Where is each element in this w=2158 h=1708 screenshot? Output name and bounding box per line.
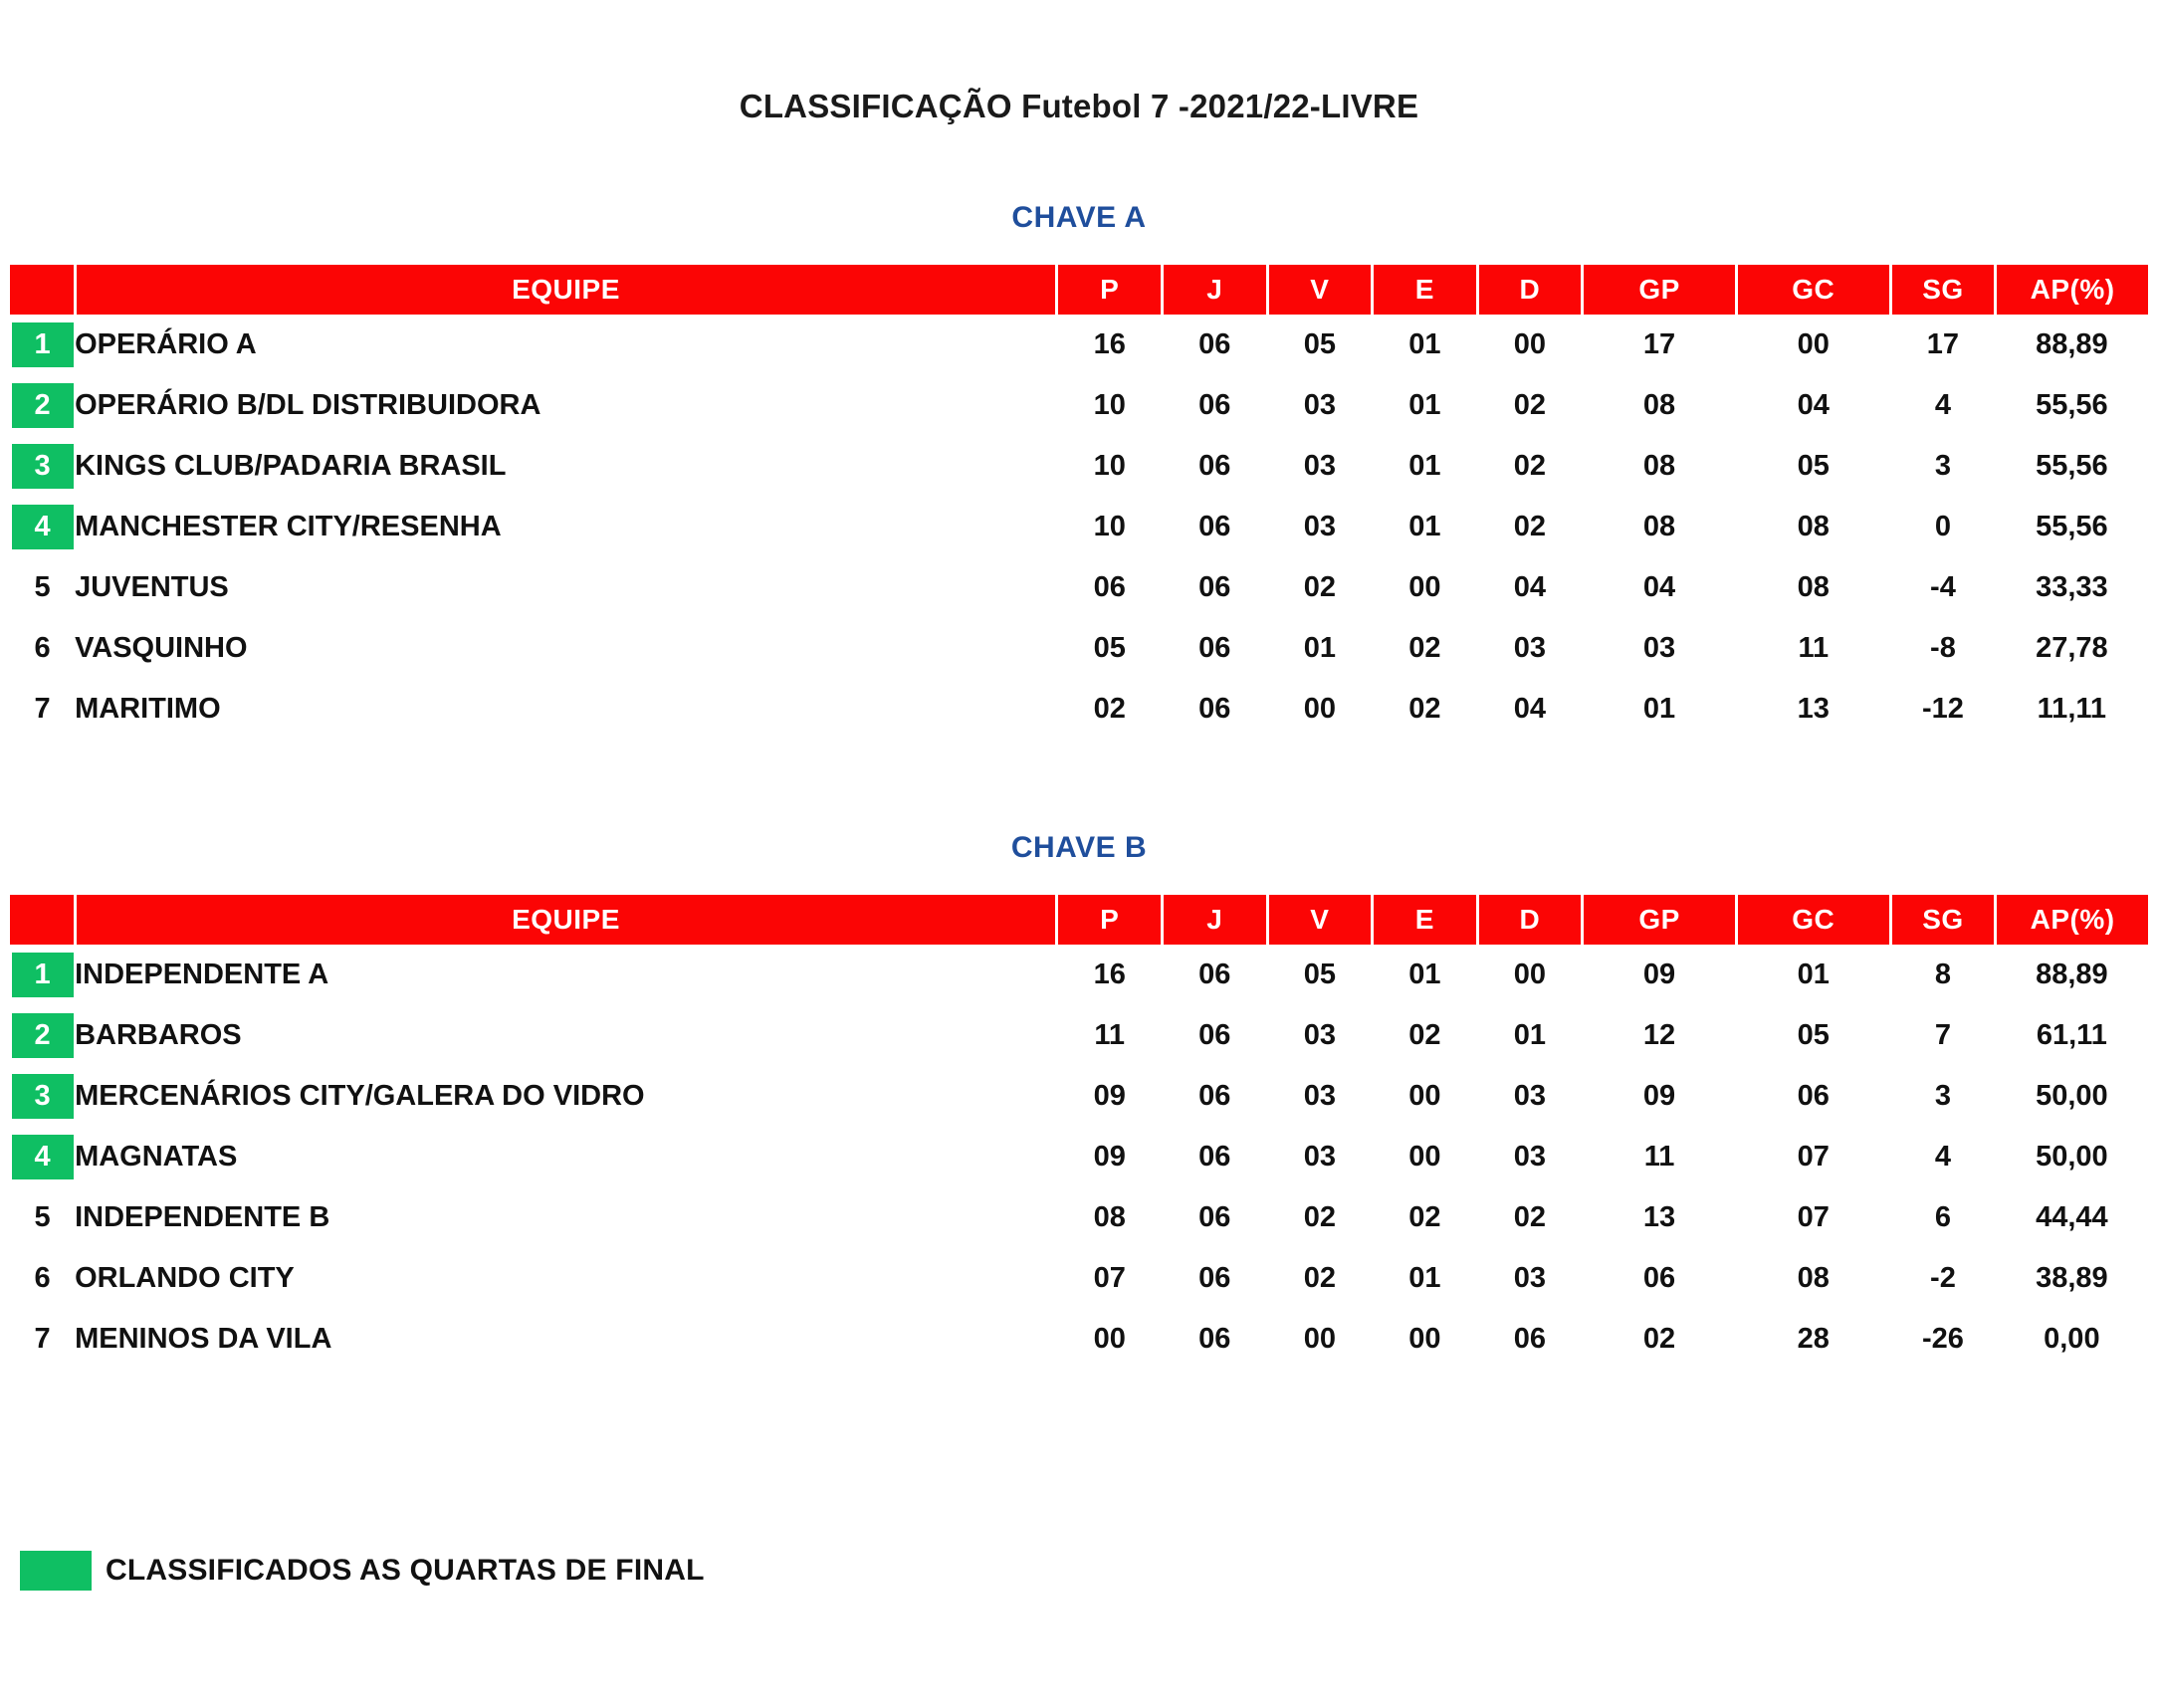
position-badge: 1 <box>12 953 74 997</box>
wins: 03 <box>1303 1080 1336 1112</box>
legend <box>20 1551 705 1591</box>
wins: 00 <box>1303 1323 1336 1355</box>
played: 06 <box>1198 1019 1231 1051</box>
standings-table-group-a <box>10 265 2148 740</box>
played: 06 <box>1198 1262 1231 1294</box>
points: 11 <box>1094 1019 1126 1051</box>
table-row <box>10 618 2148 679</box>
row-position <box>10 679 75 740</box>
goals-for: 12 <box>1642 1019 1676 1051</box>
draws: 02 <box>1408 1201 1441 1233</box>
team-name: BARBAROS <box>75 1019 242 1051</box>
draws: 00 <box>1408 1080 1441 1112</box>
performance-percent: 55,56 <box>2036 389 2108 421</box>
position-badge: 4 <box>12 1135 74 1179</box>
performance-percent: 88,89 <box>2036 959 2108 990</box>
team-name: INDEPENDENTE A <box>75 959 329 990</box>
draws: 00 <box>1408 1141 1441 1173</box>
performance-percent: 33,33 <box>2036 571 2108 603</box>
legend-label: CLASSIFICADOS AS QUARTAS DE FINAL <box>106 1554 705 1587</box>
column-header-p: P <box>1057 265 1163 315</box>
performance-percent: 55,56 <box>2036 450 2108 482</box>
position-badge: 5 <box>34 1201 51 1233</box>
draws: 01 <box>1408 328 1441 360</box>
goals-against: 08 <box>1797 1262 1830 1294</box>
goals-against: 08 <box>1797 511 1830 542</box>
wins: 01 <box>1303 632 1336 664</box>
row-position <box>10 497 75 557</box>
position-badge: 7 <box>34 693 51 725</box>
played: 06 <box>1198 511 1231 542</box>
team-name: MANCHESTER CITY/RESENHA <box>75 511 502 542</box>
goals-against: 08 <box>1797 571 1830 603</box>
wins: 03 <box>1303 1141 1336 1173</box>
column-header-e: E <box>1373 265 1478 315</box>
position-badge: 6 <box>34 1262 51 1294</box>
page-title: CLASSIFICAÇÃO Futebol 7 -2021/22-LIVRE <box>739 88 1419 124</box>
table-row <box>10 679 2148 740</box>
goals-for: 08 <box>1642 389 1676 421</box>
points: 09 <box>1093 1080 1126 1112</box>
losses: 03 <box>1513 1141 1547 1173</box>
played: 06 <box>1198 571 1231 603</box>
goals-against: 05 <box>1797 1019 1830 1051</box>
performance-percent: 61,11 <box>2036 1019 2107 1051</box>
wins: 03 <box>1303 1019 1336 1051</box>
goals-against: 07 <box>1797 1201 1830 1233</box>
position-badge: 2 <box>12 1013 74 1058</box>
draws: 00 <box>1408 571 1441 603</box>
losses: 02 <box>1513 389 1547 421</box>
performance-percent: 38,89 <box>2036 1262 2108 1294</box>
position-badge: 1 <box>12 322 74 367</box>
played: 06 <box>1198 450 1231 482</box>
column-header-gp: GP <box>1583 895 1737 945</box>
row-position <box>10 618 75 679</box>
losses: 03 <box>1513 1080 1547 1112</box>
performance-percent: 0,00 <box>2044 1323 2100 1355</box>
goal-difference: 7 <box>1934 1019 1951 1051</box>
column-header-team: EQUIPE <box>75 265 1057 315</box>
row-position <box>10 1248 75 1309</box>
losses: 02 <box>1513 511 1547 542</box>
column-header-d: D <box>1477 265 1583 315</box>
played: 06 <box>1198 1080 1231 1112</box>
goals-for: 08 <box>1642 450 1676 482</box>
position-badge: 7 <box>34 1323 51 1355</box>
goals-for: 02 <box>1642 1323 1676 1355</box>
goal-difference: -8 <box>1930 632 1956 664</box>
played: 06 <box>1198 959 1231 990</box>
played: 06 <box>1198 389 1231 421</box>
goals-against: 13 <box>1797 693 1830 725</box>
position-badge: 2 <box>12 383 74 428</box>
draws: 02 <box>1408 693 1441 725</box>
points: 07 <box>1093 1262 1126 1294</box>
column-header-sg: SG <box>1890 265 1996 315</box>
table-body-group-b <box>10 945 2148 1370</box>
table-row <box>10 436 2148 497</box>
goal-difference: 17 <box>1926 328 1960 360</box>
goals-against: 06 <box>1797 1080 1830 1112</box>
column-header-v: V <box>1267 265 1373 315</box>
column-header-gc: GC <box>1736 265 1890 315</box>
goals-against: 00 <box>1797 328 1830 360</box>
team-name: MENINOS DA VILA <box>75 1323 332 1355</box>
goals-for: 11 <box>1643 1141 1675 1173</box>
row-position <box>10 1066 75 1127</box>
wins: 02 <box>1303 571 1336 603</box>
goal-difference: -4 <box>1930 571 1956 603</box>
table-row <box>10 945 2148 1005</box>
table-row <box>10 375 2148 436</box>
played: 06 <box>1198 1323 1231 1355</box>
goals-for: 08 <box>1642 511 1676 542</box>
goals-against: 04 <box>1797 389 1830 421</box>
goals-for: 17 <box>1642 328 1676 360</box>
column-header-position <box>10 895 75 945</box>
goal-difference: 3 <box>1934 1080 1951 1112</box>
table-header-group-b <box>10 895 2148 945</box>
table-row <box>10 557 2148 618</box>
performance-percent: 50,00 <box>2036 1141 2108 1173</box>
table-row <box>10 315 2148 375</box>
table-body-group-a <box>10 315 2148 740</box>
column-header-gp: GP <box>1583 265 1737 315</box>
points: 10 <box>1093 450 1126 482</box>
performance-percent: 88,89 <box>2036 328 2108 360</box>
position-badge: 4 <box>12 505 74 549</box>
draws: 02 <box>1408 632 1441 664</box>
goal-difference: 6 <box>1934 1201 1951 1233</box>
losses: 02 <box>1513 450 1547 482</box>
table-row <box>10 1066 2148 1127</box>
goals-for: 01 <box>1642 693 1676 725</box>
performance-percent: 44,44 <box>2036 1201 2108 1233</box>
table-row <box>10 497 2148 557</box>
column-header-ap: AP(%) <box>1996 265 2148 315</box>
points: 10 <box>1093 389 1126 421</box>
team-name: KINGS CLUB/PADARIA BRASIL <box>75 450 507 482</box>
team-name: MERCENÁRIOS CITY/GALERA DO VIDRO <box>75 1080 645 1112</box>
team-name: JUVENTUS <box>75 571 229 603</box>
points: 08 <box>1093 1201 1126 1233</box>
row-position <box>10 1187 75 1248</box>
team-name: INDEPENDENTE B <box>75 1201 330 1233</box>
losses: 03 <box>1513 632 1547 664</box>
goal-difference: 0 <box>1934 511 1951 542</box>
team-name: MAGNATAS <box>75 1141 238 1173</box>
goal-difference: -2 <box>1930 1262 1956 1294</box>
draws: 01 <box>1408 1262 1441 1294</box>
played: 06 <box>1198 1141 1231 1173</box>
position-badge: 5 <box>34 571 51 603</box>
table-row <box>10 1248 2148 1309</box>
draws: 02 <box>1408 1019 1441 1051</box>
column-header-v: V <box>1267 895 1373 945</box>
row-position <box>10 557 75 618</box>
performance-percent: 27,78 <box>2036 632 2108 664</box>
team-name: VASQUINHO <box>75 632 248 664</box>
points: 06 <box>1093 571 1126 603</box>
row-position <box>10 1005 75 1066</box>
column-header-e: E <box>1373 895 1478 945</box>
points: 16 <box>1093 328 1126 360</box>
points: 00 <box>1093 1323 1126 1355</box>
group-b-title: CHAVE B <box>1010 831 1148 864</box>
points: 05 <box>1093 632 1126 664</box>
goal-difference: -26 <box>1921 1323 1964 1355</box>
column-header-gc: GC <box>1736 895 1890 945</box>
goal-difference: 4 <box>1934 1141 1951 1173</box>
column-header-team: EQUIPE <box>75 895 1057 945</box>
column-header-position <box>10 265 75 315</box>
losses: 00 <box>1513 328 1547 360</box>
header-row <box>10 265 2148 315</box>
goals-for: 13 <box>1642 1201 1676 1233</box>
draws: 01 <box>1408 511 1441 542</box>
column-header-sg: SG <box>1890 895 1996 945</box>
position-badge: 3 <box>12 444 74 489</box>
losses: 04 <box>1513 571 1547 603</box>
goals-against: 28 <box>1797 1323 1830 1355</box>
points: 09 <box>1093 1141 1126 1173</box>
column-header-d: D <box>1477 895 1583 945</box>
wins: 05 <box>1303 959 1336 990</box>
played: 06 <box>1198 632 1231 664</box>
performance-percent: 55,56 <box>2036 511 2108 542</box>
wins: 03 <box>1303 511 1336 542</box>
wins: 02 <box>1303 1262 1336 1294</box>
wins: 03 <box>1303 450 1336 482</box>
played: 06 <box>1198 693 1231 725</box>
table-row <box>10 1127 2148 1187</box>
played: 06 <box>1198 1201 1231 1233</box>
losses: 04 <box>1513 693 1547 725</box>
draws: 01 <box>1408 389 1441 421</box>
goals-for: 04 <box>1642 571 1676 603</box>
team-name: OPERÁRIO B/DL DISTRIBUIDORA <box>75 389 541 421</box>
goals-against: 11 <box>1798 632 1830 664</box>
table-row <box>10 1187 2148 1248</box>
points: 02 <box>1093 693 1126 725</box>
legend-color-swatch <box>20 1551 92 1591</box>
goals-against: 05 <box>1797 450 1830 482</box>
row-position <box>10 1309 75 1370</box>
losses: 02 <box>1513 1201 1547 1233</box>
wins: 05 <box>1303 328 1336 360</box>
losses: 00 <box>1513 959 1547 990</box>
goal-difference: 8 <box>1934 959 1951 990</box>
standings-table-group-b <box>10 895 2148 1370</box>
draws: 00 <box>1408 1323 1441 1355</box>
goals-for: 09 <box>1642 959 1676 990</box>
draws: 01 <box>1408 959 1441 990</box>
table-row <box>10 1005 2148 1066</box>
goal-difference: 3 <box>1934 450 1951 482</box>
position-badge: 6 <box>34 632 51 664</box>
wins: 02 <box>1303 1201 1336 1233</box>
draws: 01 <box>1408 450 1441 482</box>
row-position <box>10 375 75 436</box>
performance-percent: 11,11 <box>2037 693 2107 725</box>
goals-for: 03 <box>1642 632 1676 664</box>
column-header-p: P <box>1057 895 1163 945</box>
wins: 00 <box>1303 693 1336 725</box>
team-name: OPERÁRIO A <box>75 328 257 360</box>
position-badge: 3 <box>12 1074 74 1119</box>
team-name: MARITIMO <box>75 693 221 725</box>
row-position <box>10 315 75 375</box>
header-row <box>10 895 2148 945</box>
goals-for: 06 <box>1642 1262 1676 1294</box>
table-header-group-a <box>10 265 2148 315</box>
goal-difference: -12 <box>1921 693 1964 725</box>
goals-for: 09 <box>1642 1080 1676 1112</box>
column-header-j: J <box>1163 265 1268 315</box>
wins: 03 <box>1303 389 1336 421</box>
group-a-title: CHAVE A <box>1011 201 1147 234</box>
points: 16 <box>1093 959 1126 990</box>
played: 06 <box>1198 328 1231 360</box>
table-row <box>10 1309 2148 1370</box>
row-position <box>10 436 75 497</box>
losses: 03 <box>1513 1262 1547 1294</box>
goals-against: 07 <box>1797 1141 1830 1173</box>
goals-against: 01 <box>1797 959 1830 990</box>
performance-percent: 50,00 <box>2036 1080 2108 1112</box>
losses: 06 <box>1513 1323 1547 1355</box>
column-header-ap: AP(%) <box>1996 895 2148 945</box>
row-position <box>10 1127 75 1187</box>
column-header-j: J <box>1163 895 1268 945</box>
losses: 01 <box>1513 1019 1547 1051</box>
goal-difference: 4 <box>1934 389 1951 421</box>
team-name: ORLANDO CITY <box>75 1262 295 1294</box>
points: 10 <box>1093 511 1126 542</box>
row-position <box>10 945 75 1005</box>
